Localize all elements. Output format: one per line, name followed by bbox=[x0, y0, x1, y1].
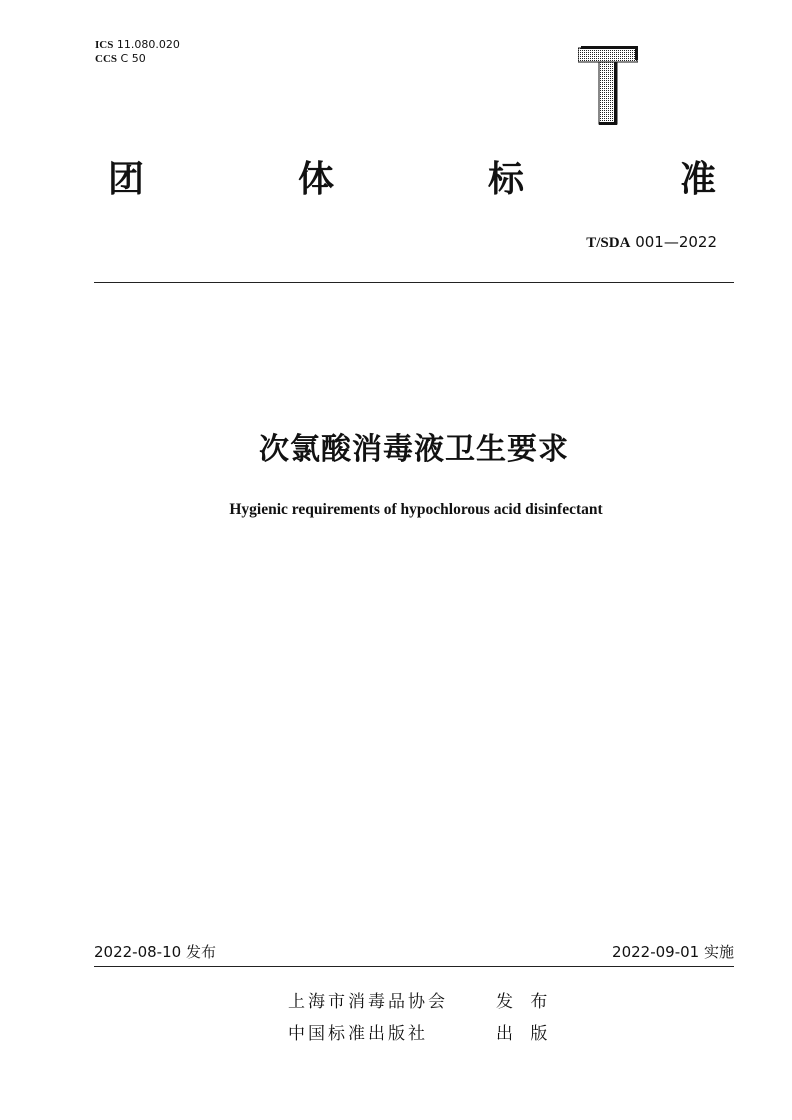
document-title-english: Hygienic requirements of hypochlorous acid disinfectant bbox=[229, 501, 603, 518]
standard-type-char-1: 团 bbox=[108, 159, 145, 200]
standard-number bbox=[586, 232, 717, 253]
header-divider bbox=[94, 282, 734, 283]
printer-action: 出 版 bbox=[496, 1024, 554, 1044]
standard-type-char-2: 体 bbox=[298, 159, 335, 200]
document-title-chinese: 次氯酸消毒液卫生要求 bbox=[259, 432, 569, 467]
publisher-name: 上海市消毒品协会 bbox=[288, 992, 448, 1012]
footer-divider bbox=[94, 966, 734, 967]
ics-value: 11.080.020 bbox=[116, 38, 180, 51]
ccs-line bbox=[95, 52, 180, 66]
standard-type-char-4: 准 bbox=[680, 159, 717, 200]
ics-label: ICS bbox=[95, 39, 114, 51]
ccs-label: CCS bbox=[95, 53, 118, 65]
ics-line bbox=[95, 38, 180, 52]
standard-number-value: 001—2022 bbox=[635, 233, 717, 251]
standard-number-prefix: T/SDA bbox=[586, 235, 631, 251]
publish-date: 2022-08-10 发布 bbox=[94, 943, 216, 961]
ccs-value: C 50 bbox=[120, 52, 146, 65]
printer-name: 中国标准出版社 bbox=[288, 1024, 428, 1044]
standard-type-char-3: 标 bbox=[488, 159, 525, 200]
classification-codes bbox=[95, 38, 180, 66]
publisher-action: 发 布 bbox=[496, 992, 554, 1012]
implement-date: 2022-09-01 实施 bbox=[612, 943, 734, 961]
t-logo-icon bbox=[578, 46, 638, 128]
